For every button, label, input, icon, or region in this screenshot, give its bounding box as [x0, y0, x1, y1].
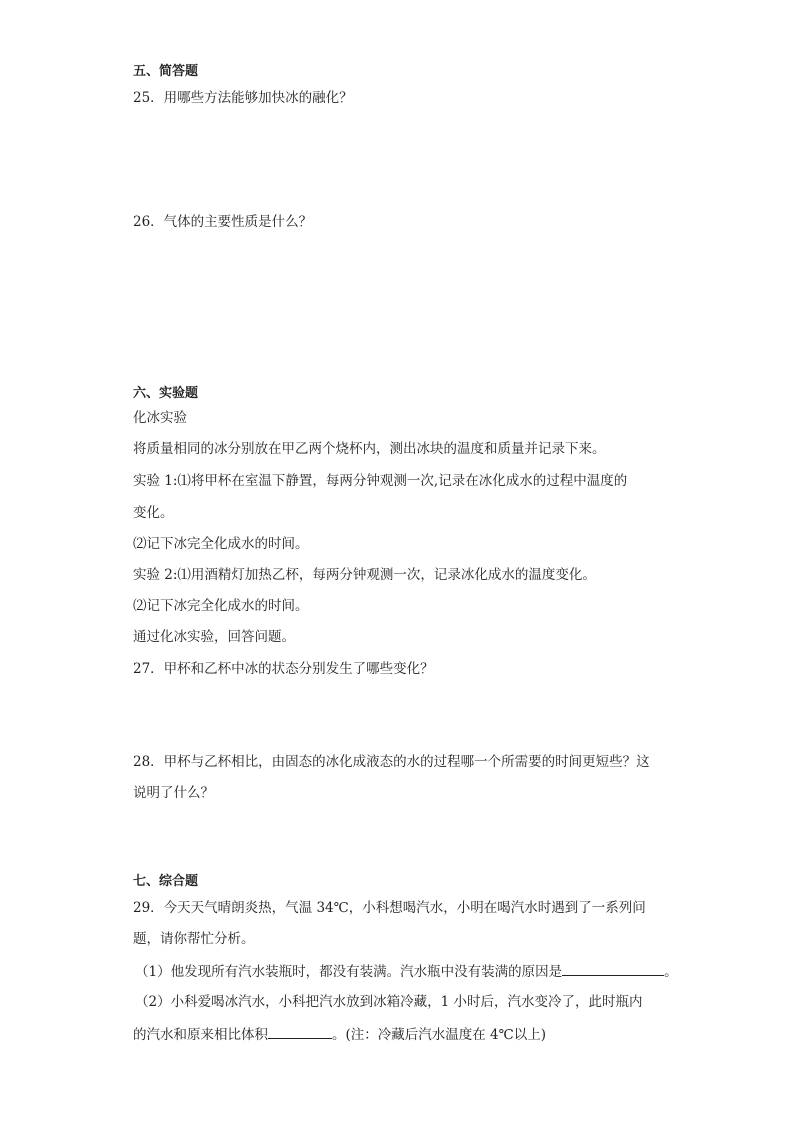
question-29-line-1: 29．今天天气晴朗炎热，气温 34℃，小科想喝汽水，小明在喝汽水时遇到了一系列问 — [133, 900, 646, 916]
question-25: 25．用哪些方法能够加快冰的融化？ — [133, 90, 353, 106]
section-5-heading: 五、简答题 — [133, 64, 199, 79]
question-29-part-1-end: 。 — [664, 964, 678, 980]
question-26: 26．气体的主要性质是什么？ — [133, 214, 313, 230]
answer-blank-2[interactable] — [268, 1024, 332, 1039]
experiment-2-line-2: ⑵记下冰完全化成水的时间。 — [133, 598, 309, 614]
question-29-part-2-text: 的汽水和原来相比体积 — [133, 1027, 268, 1043]
question-29-part-2-line-1: （2）小科爱喝冰汽水，小科把汽水放到冰箱冷藏，1 小时后，汽水变冷了，此时瓶内 — [135, 994, 643, 1010]
question-29-line-2: 题，请你帮忙分析。 — [133, 931, 255, 947]
experiment-title: 化冰实验 — [133, 410, 187, 426]
experiment-prompt: 通过化冰实验，回答问题。 — [133, 629, 295, 645]
question-29-part-2-line-2 — [133, 1024, 546, 1044]
experiment-1-line-2: 变化。 — [133, 505, 174, 521]
experiment-1-line-1: 实验 1:⑴将甲杯在室温下静置，每两分钟观测一次,记录在冰化成水的过程中温度的 — [133, 473, 628, 489]
answer-blank-1[interactable] — [562, 961, 664, 976]
question-28-line-2: 说明了什么？ — [133, 785, 214, 801]
question-29-part-1-text: （1）他发现所有汽水装瓶时，都没有装满。汽水瓶中没有装满的原因是 — [135, 964, 563, 980]
question-29-part-1 — [135, 961, 678, 981]
question-28-line-1: 28．甲杯与乙杯相比，由固态的冰化成液态的水的过程哪一个所需要的时间更短些？这 — [133, 754, 650, 770]
section-7-heading: 七、综合题 — [133, 874, 199, 889]
experiment-2-line-1: 实验 2:⑴用酒精灯加热乙杯，每两分钟观测一次，记录冰化成水的温度变化。 — [133, 567, 596, 583]
question-29-part-2-end: 。(注：冷藏后汽水温度在 4℃以上) — [332, 1027, 547, 1043]
experiment-1-line-3: ⑵记下冰完全化成水的时间。 — [133, 536, 309, 552]
question-27: 27．甲杯和乙杯中冰的状态分别发生了哪些变化？ — [133, 661, 434, 677]
section-6-heading: 六、实验题 — [133, 386, 199, 401]
experiment-intro: 将质量相同的冰分别放在甲乙两个烧杯内，测出冰块的温度和质量并记录下来。 — [133, 441, 606, 457]
